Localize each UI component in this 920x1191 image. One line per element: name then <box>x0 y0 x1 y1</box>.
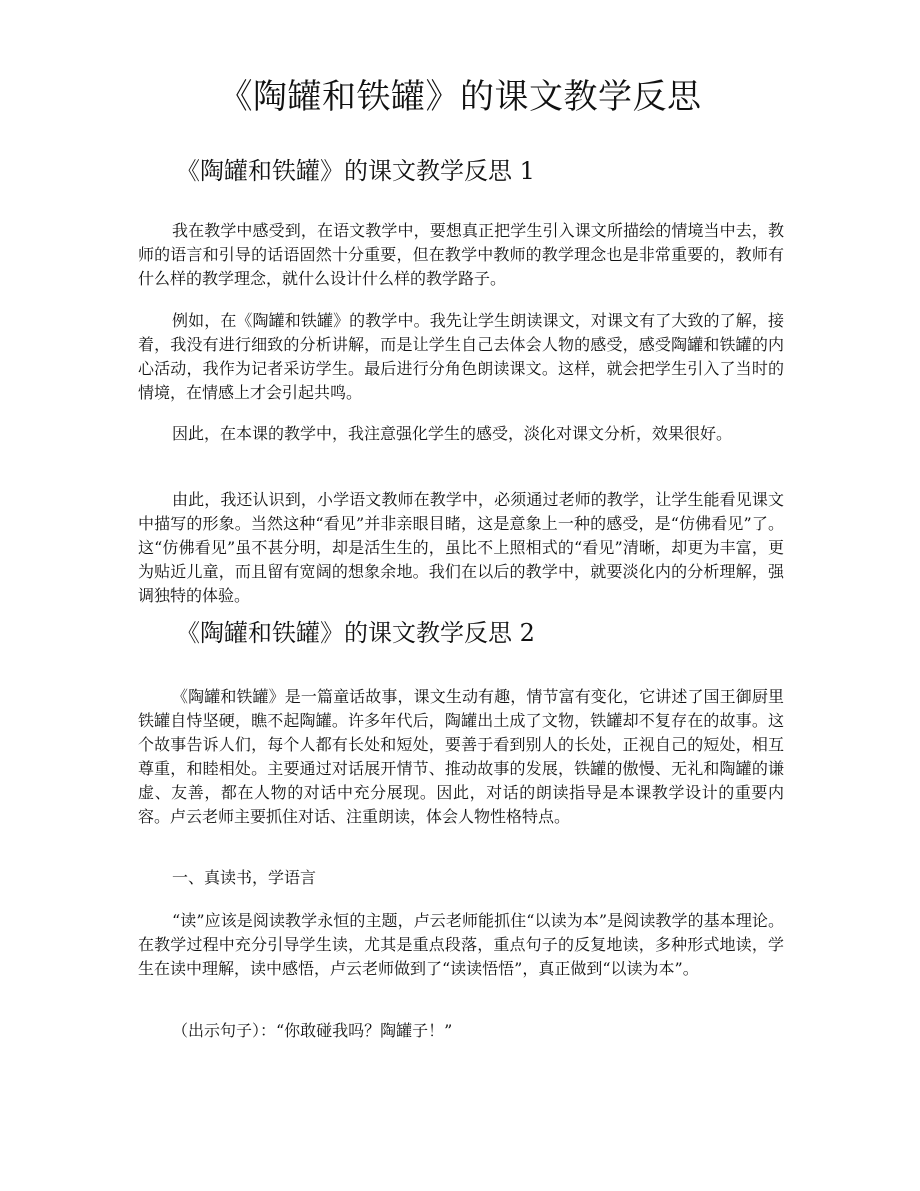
paragraph: 例如，在《陶罐和铁罐》的教学中。我先让学生朗读课文，对课文有了大致的了解，接着，我没有进行细致的分析讲解，而是让学生自己去体会人物的感受，感受陶罐和铁罐的内心活动，我作为记者采访学生。最后进行分角色朗读课文。这样，就会把学生引入了当时的情境，在情感上才会引起共鸣。 <box>138 311 784 402</box>
document-title: 《陶罐和铁罐》的课文教学反思 <box>218 77 702 117</box>
paragraph: 由此，我还认识到，小学语文教师在教学中，必须通过老师的教学，让学生能看见课文中描写的形象。当然这种“看见”并非亲眼目睹，这是意象上一种的感受，是“仿佛看见”了。这“仿佛看见”虽不甚分明，却是活生生的，虽比不上照相式的“看见”清晰，却更为丰富，更为贴近儿童，而且留有宽阔的想象余地。我们在以后的教学中，就要淡化内的分析理解，强调独特的体验。 <box>138 490 784 605</box>
subheading-paragraph: 一、真读书，学语言 <box>172 868 317 887</box>
section-heading-2: 《陶罐和铁罐》的课文教学反思 2 <box>176 619 535 647</box>
section-heading-1: 《陶罐和铁罐》的课文教学反思 1 <box>176 157 535 185</box>
paragraph: “读”应该是阅读教学永恒的主题，卢云老师能抓住“以读为本”是阅读教学的基本理论。在教学过程中充分引导学生读，尤其是重点段落，重点句子的反复地读，多种形式地读，学生在读中理解，读中感悟，卢云老师做到了“读读悟悟”，真正做到“以读为本”。 <box>138 911 784 978</box>
paragraph: 因此，在本课的教学中，我注意强化学生的感受，淡化对课文分析，效果很好。 <box>172 424 733 443</box>
quoted-sentence: （出示句子）：“你敢碰我吗？陶罐子！” <box>172 1021 453 1040</box>
paragraph: 我在教学中感受到，在语文教学中，要想真正把学生引入课文所描绘的情境当中去，教师的语言和引导的话语固然十分重要，但在教学中教师的教学理念也是非常重要的，教师有什么样的教学理念，就什么设计什么样的教学路子。 <box>138 221 784 288</box>
paragraph: 《陶罐和铁罐》是一篇童话故事，课文生动有趣，情节富有变化，它讲述了国王御厨里铁罐自恃坚硬，瞧不起陶罐。许多年代后，陶罐出土成了文物，铁罐却不复存在的故事。这个故事告诉人们，每个人都有长处和短处，要善于看到别人的长处，正视自己的短处，相互尊重，和睦相处。主要通过对话展开情节、推动故事的发展，铁罐的傲慢、无礼和陶罐的谦虚、友善，都在人物的对话中充分展现。因此，对话的朗读指导是本课教学设计的重要内容。卢云老师主要抓住对话、注重朗读，体会人物性格特点。 <box>138 687 784 826</box>
